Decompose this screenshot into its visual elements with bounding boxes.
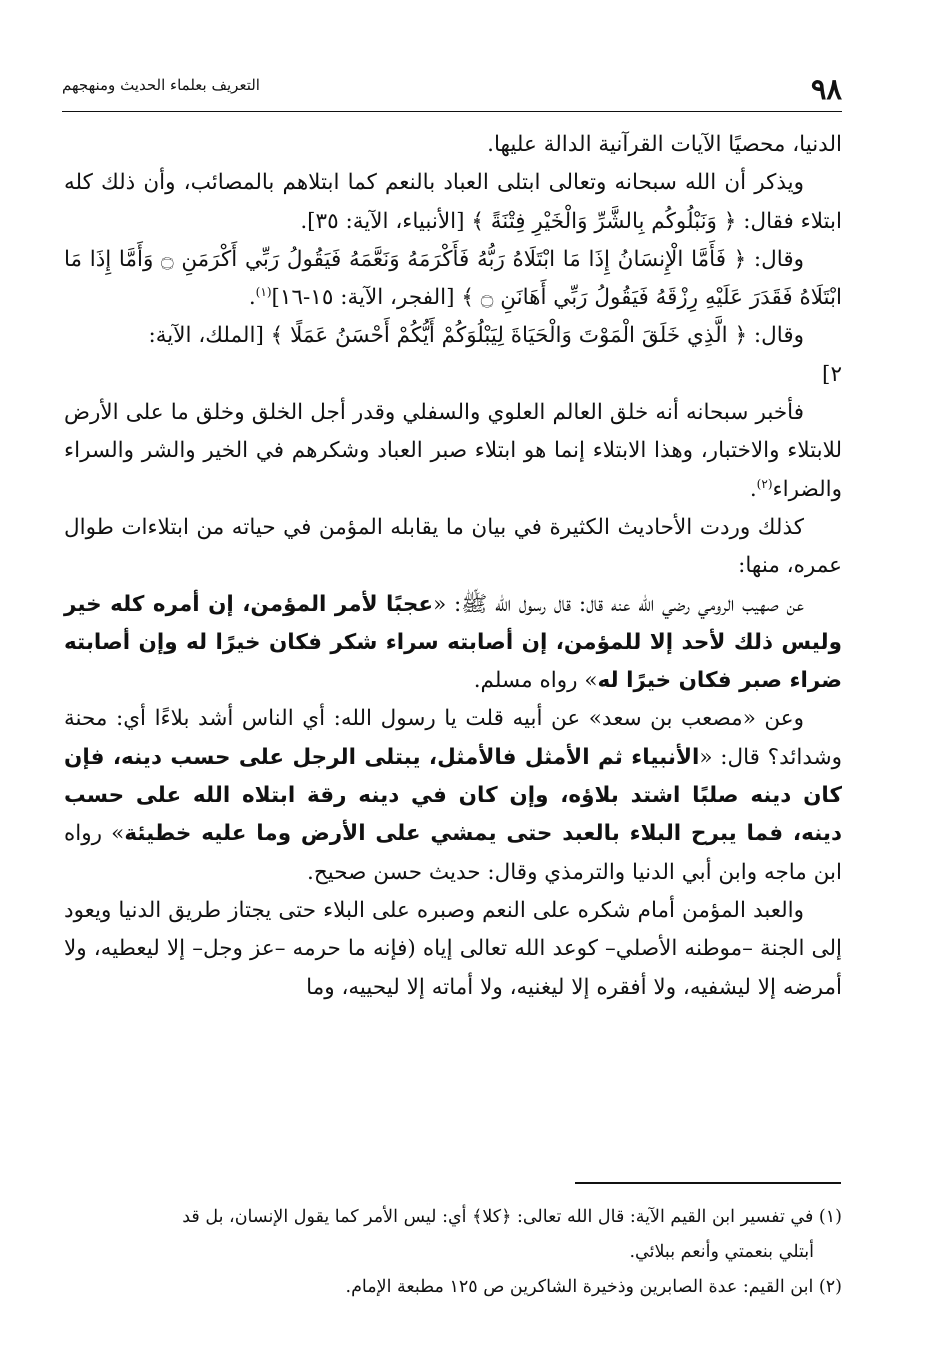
paragraph-4-continuation <box>64 356 842 394</box>
hadith-2 <box>64 700 842 891</box>
footnote-1-line-1: (١) في تفسير ابن القيم الآية: قال الله تعالى: ﴿كلا﴾ أي: ليس الأمر كما يقول الإنسان، بل قد <box>182 1207 842 1227</box>
paragraph-1 <box>64 126 842 164</box>
hadith-1-text: عجبًا لأمر المؤمن، إن أمره كله خير وليس ذلك لأحد إلا للمؤمن، إن أصابته سراء شكر فكان خيرًا له وإن أصابته ضراء صبر فكان خيرًا له <box>64 591 842 694</box>
hadith-1 <box>64 586 842 701</box>
hadith-1-intro: عن صهيب الرومي رضي الله عنه قال: قال رسول الله ﷺ: « <box>433 591 804 617</box>
paragraph-6 <box>64 509 842 586</box>
paragraph-9-text: والعبد المؤمن أمام شكره على النعم وصبره على البلاء حتى يجتاز طريق الدنيا ويعود إلى الجنة –موطنه الأصلي– كوعد الله تعالى إياه (فإنه ما حرمه –عز وجل– إلا ليعطيه، ولا أمرضه إلا ليشفيه، ولا أفقره إلا ليغنيه، ولا أماته إلا ليحييه، وما <box>64 897 842 1000</box>
paragraph-9 <box>64 892 842 1007</box>
footnote-ref-1: (١) <box>255 285 272 300</box>
footnote-2-text: (٢) ابن القيم: عدة الصابرين وذخيرة الشاكرين ص ١٢٥ مطبعة الإمام. <box>345 1277 842 1297</box>
paragraph-4 <box>64 317 842 355</box>
header-rule <box>62 111 842 113</box>
footnote-2 <box>64 1272 842 1303</box>
page-number: ٩٨ <box>810 72 842 106</box>
hadith-1-source: » رواه مسلم. <box>473 668 598 694</box>
footnote-1 <box>64 1202 842 1233</box>
footnote-1-continuation <box>64 1237 842 1268</box>
footnotes <box>64 1202 842 1307</box>
footnote-1-line-2: أبتلي بنعمتي وأنعم ببلائي. <box>629 1242 814 1262</box>
main-text <box>64 126 842 1007</box>
paragraph-4-text: وقال: ﴿ الَّذِي خَلَقَ الْمَوْتَ وَالْحَيَاةَ لِيَبْلُوَكُمْ أَيُّكُمْ أَحْسَنُ عَمَلًا ﴾ [الملك، الآية: <box>148 323 804 349</box>
paragraph-2 <box>64 164 842 241</box>
paragraph-3 <box>64 241 842 318</box>
paragraph-5-end: . <box>749 476 757 502</box>
paragraph-4-end: ٢] <box>822 361 842 387</box>
paragraph-2-text: ويذكر أن الله سبحانه وتعالى ابتلى العباد بالنعم كما ابتلاهم بالمصائب، وأن ذلك كله ابتلاء فقال: ﴿ وَنَبْلُوكُم بِالشَّرِّ وَالْخَيْرِ فِتْنَةً ﴾ [الأنبياء، الآية: ٣٥]. <box>64 170 842 234</box>
paragraph-1-text: الدنيا، محصيًا الآيات القرآنية الدالة عليها. <box>487 132 842 157</box>
paragraph-5-text: فأخبر سبحانه أنه خلق العالم العلوي والسفلي وقدر أجل الخلق وخلق ما على الأرض للابتلاء والاختبار، وهذا الابتلاء إنما هو ابتلاء صبر العباد وشكرهم في الخير والشر والسراء والضراء <box>64 400 843 502</box>
page-header <box>62 68 842 112</box>
paragraph-6-text: كذلك وردت الأحاديث الكثيرة في بيان ما يقابله المؤمن في حياته من ابتلاءات طوال عمره، منها: <box>64 514 842 579</box>
hadith-2-intro: وعن «مصعب بن سعد» عن أبيه قلت يا رسول الله: أي الناس أشد بلاءًا أي: محنة وشدائد؟ قال: « <box>64 706 842 770</box>
running-title: التعريف بعلماء الحديث ومنهجهم <box>62 76 260 94</box>
paragraph-3-end: . <box>248 285 256 311</box>
footnote-ref-2: (٢) <box>756 476 773 491</box>
footnote-separator <box>575 1182 841 1184</box>
paragraph-3-text: وقال: ﴿ فَأَمَّا الْإِنسَانُ إِذَا مَا ابْتَلَاهُ رَبُّهُ فَأَكْرَمَهُ وَنَعَّمَهُ فَيَقُولُ رَبِّي أَكْرَمَنِ ۝ وَأَمَّا إِذَا مَا ابْتَلَاهُ فَقَدَرَ عَلَيْهِ رِزْقَهُ فَيَقُولُ رَبِّي أَهَانَنِ ۝ ﴾ [الفجر، الآية: ١٥-١٦] <box>64 246 842 311</box>
hadith-2-text: الأنبياء ثم الأمثل فالأمثل، يبتلى الرجل على حسب دينه، فإن كان دينه صلبًا اشتد بلاؤه، وإن كان في دينه رقة ابتلاه الله على حسب دينه، فما يبرح البلاء بالعبد حتى يمشي على الأرض وما عليه خطيئة <box>64 744 842 847</box>
hadith-2-source: » رواه ابن ماجه وابن أبي الدنيا والترمذي وقال: حديث حسن صحيح. <box>64 821 842 885</box>
paragraph-5 <box>64 394 842 509</box>
